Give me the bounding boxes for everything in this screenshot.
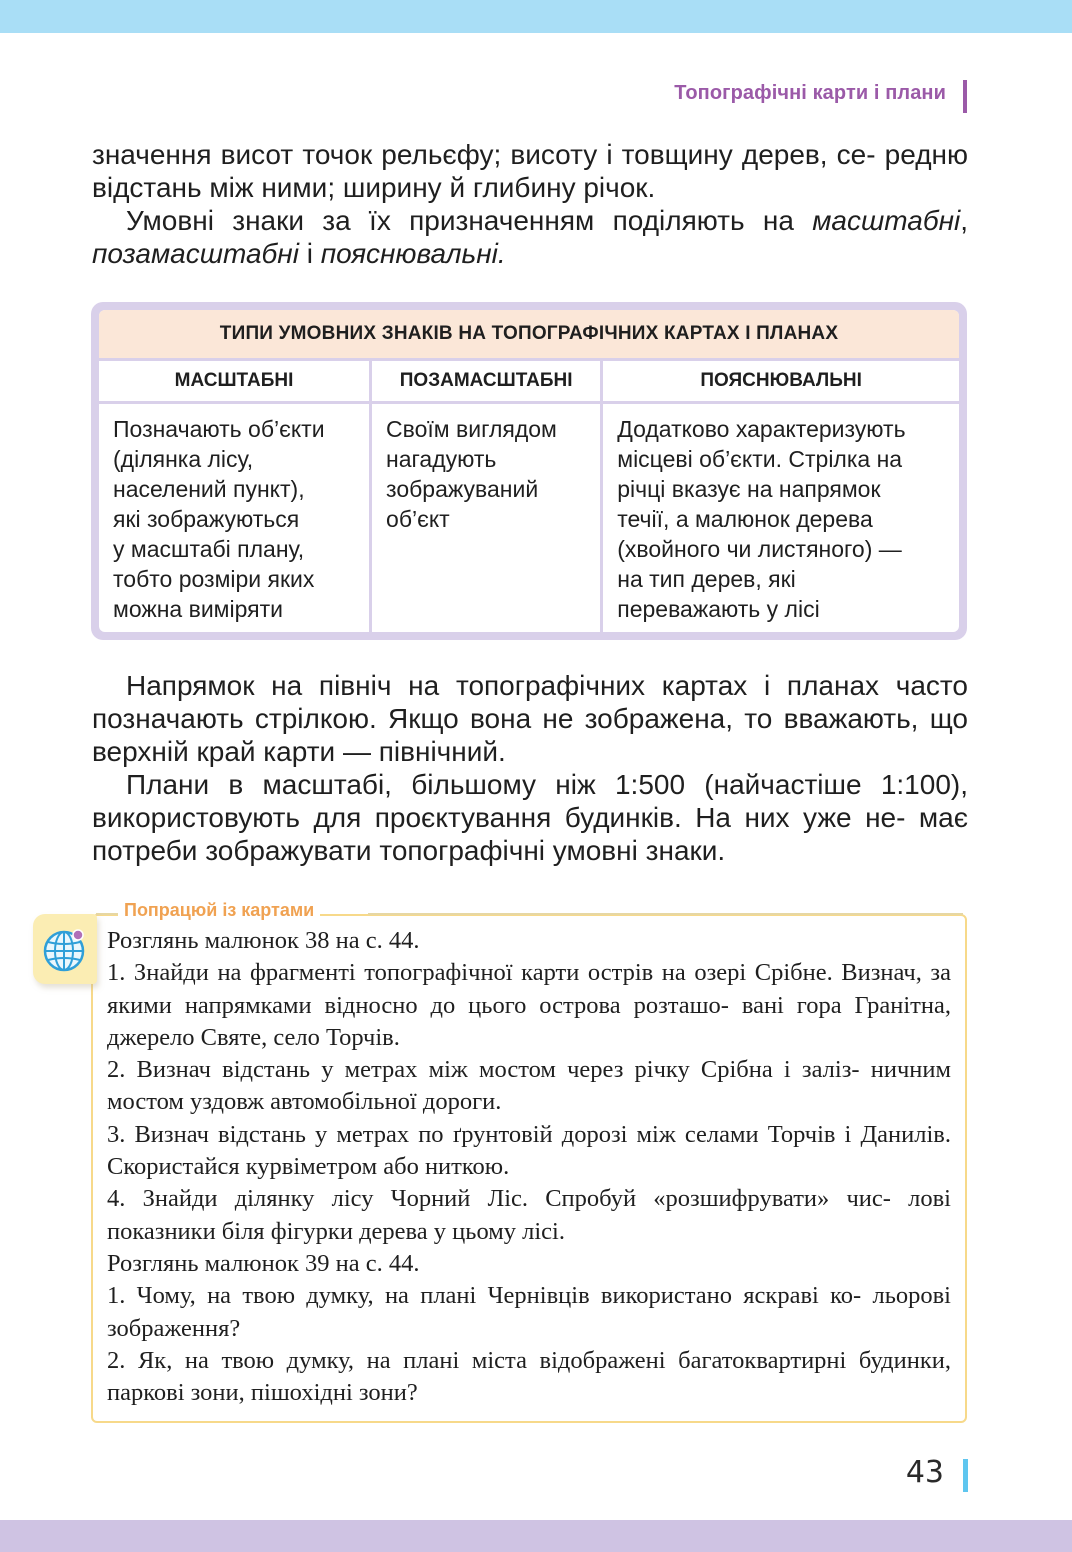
table-inner — [99, 310, 959, 632]
exercise-line: Розглянь малюнок 38 на с. 44. — [107, 927, 420, 954]
top-color-band — [0, 0, 1072, 33]
cell-line: Своїм виглядом — [386, 416, 557, 442]
exercise-badge — [33, 914, 97, 984]
cell-line: у масштабі плану, — [113, 536, 305, 562]
intro-paragraph-1: значення висот точок рельєфу; висоту і товщину дерев, се- редню відстань між ними; ширину й глибину річок. — [92, 139, 968, 203]
exercise-line: 3. Визнач відстань у метрах по ґрунтовій дорозі між селами Торчів і Данилів. Скористайся курвіметром або ниткою. — [107, 1120, 951, 1181]
cell-line: об’єкт — [386, 506, 450, 532]
cell-line: течії, а малюнок дерева — [617, 506, 873, 532]
symbol-types-table — [91, 302, 967, 640]
intro-p2-text: Умовні знаки за їх призначенням поділяють на — [126, 205, 813, 236]
column-header: ПОЯСНЮВАЛЬНІ — [603, 361, 959, 404]
cell-line: нагадують — [386, 446, 497, 472]
globe-icon — [40, 924, 90, 974]
exercise-line: 2. Визнач відстань у метрах між мостом через річку Срібна і заліз- ничним мостом уздовж автомобільної дороги. — [107, 1056, 951, 1116]
cell-line: (хвойного чи листяного) — — [617, 536, 902, 562]
column-header: ПОЗАМАСШТАБНІ — [372, 361, 600, 404]
intro-p2-sep1: , — [960, 205, 968, 236]
column-body — [603, 404, 959, 624]
cell-line: переважають у лісі — [617, 596, 820, 622]
running-title: Топографічні карти і плани — [674, 82, 946, 104]
running-title-bar — [963, 80, 967, 113]
cell-line: можна виміряти — [113, 596, 283, 622]
intro-paragraph-2 — [92, 204, 968, 270]
cell-line: Позначають об’єкти — [113, 416, 325, 442]
term-explanatory: пояснювальні. — [320, 238, 506, 269]
table-column-explanatory — [603, 361, 959, 632]
column-header: МАСШТАБНІ — [99, 361, 369, 404]
exercise-line: 2. Як, на твою думку, на плані міста відображені багатоквартирні будинки, паркові зони, пішохідні зони? — [107, 1346, 951, 1407]
cell-line: річці вказує на напрямок — [617, 476, 881, 502]
body-text — [92, 669, 968, 867]
cell-line: які зображуються — [113, 506, 300, 532]
table-column-scale — [99, 361, 372, 632]
cell-line: населений пункт), — [113, 476, 305, 502]
exercise-text — [107, 925, 951, 1409]
exercise-line: 4. Знайди ділянку лісу Чорний Ліс. Спробуй «розшифрувати» чис- лові показники біля фігурки дерева у цьому лісі. — [107, 1185, 951, 1245]
page-number-bar — [963, 1459, 968, 1492]
table-column-off-scale — [372, 361, 603, 632]
column-body — [99, 404, 369, 624]
exercise-line: 1. Чому, на твою думку, на плані Чернівців використано яскраві ко- льорові зображення? — [107, 1282, 951, 1342]
body-paragraph-north: Напрямок на північ на топографічних картах і планах часто позначають стрілкою. Якщо вона не зображена, то вважають, що верхній край карти — північний. — [92, 670, 968, 767]
cell-line: місцеві об’єкти. Стрілка на — [617, 446, 903, 472]
column-body — [372, 404, 600, 534]
term-scale: масштабні — [812, 205, 961, 236]
cell-line: Додатково характеризують — [617, 416, 906, 442]
intro-text — [92, 138, 968, 270]
body-paragraph-scale: Плани в масштабі, більшому ніж 1:500 (найчастіше 1:100), використовують для проєктування будинків. На них уже не- має потреби зображувати топографічні умовні знаки. — [92, 769, 968, 866]
exercise-rule-right — [368, 913, 963, 915]
cell-line: зображуваний — [386, 476, 539, 502]
bottom-color-band — [0, 1520, 1072, 1552]
cell-line: (ділянка лісу, — [113, 446, 254, 472]
term-off-scale: позамасштабні — [92, 238, 299, 269]
cell-line: на тип дерев, які — [617, 566, 796, 592]
exercise-line: 1. Знайди на фрагменті топографічної карти острів на озері Срібне. Визнач, за якими напрямками відносно до цього острова розташо- вані гора Гранітна, джерело Святе, село Торчів. — [107, 959, 951, 1051]
page-number: 43 — [905, 1455, 944, 1490]
table-columns — [99, 361, 959, 632]
table-title: ТИПИ УМОВНИХ ЗНАКІВ НА ТОПОГРАФІЧНИХ КАРТАХ І ПЛАНАХ — [99, 310, 959, 361]
cell-line: тобто розміри яких — [113, 566, 315, 592]
exercise-label: Попрацюй із картами — [118, 900, 320, 921]
exercise-line: Розглянь малюнок 39 на с. 44. — [107, 1249, 420, 1277]
intro-p2-sep2: і — [298, 238, 321, 269]
